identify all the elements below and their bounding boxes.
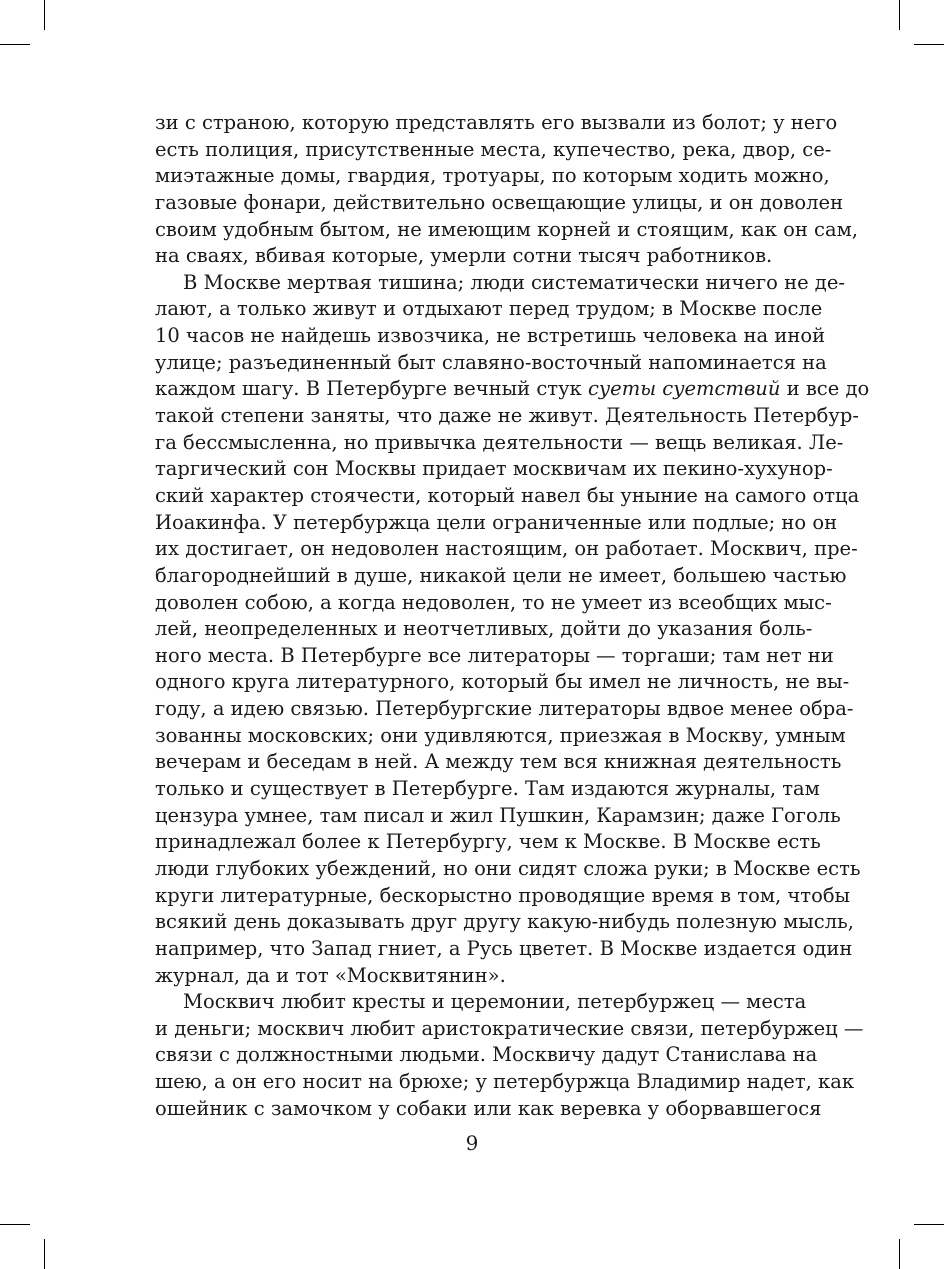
- text-run: их достигает, он недоволен настоящим, он работает. Москвич, пре-: [155, 537, 858, 561]
- text-line: [155, 350, 827, 377]
- text-run: есть полиция, присутственные места, купечество, река, двор, се-: [155, 137, 832, 161]
- crop-mark-top-left: [44, 0, 45, 30]
- text-line: [155, 563, 847, 590]
- text-run: га бессмысленна, но привычка деятельности — вещь великая. Ле-: [155, 430, 844, 454]
- text-line: [155, 643, 834, 670]
- text-run: журнал, да и тот «Москвитянин».: [155, 963, 506, 987]
- text-line: [155, 616, 813, 643]
- crop-mark-bottom-right: [899, 1239, 900, 1269]
- crop-mark-bottom-right: [914, 1224, 944, 1225]
- text-run: ного места. В Петербурге все литераторы — торгаши; там нет ни: [155, 643, 834, 667]
- text-line: [155, 669, 850, 696]
- text-line: [155, 483, 860, 510]
- text-run: улице; разъединенный быт славяно-восточный напоминается на: [155, 350, 827, 374]
- text-run: своим удобным бытом, не имеющим корней и стоящим, как он сам,: [155, 217, 858, 241]
- text-run: 10 часов не найдешь извозчика, не встретишь человека на иной: [155, 324, 826, 348]
- crop-mark-bottom-left: [44, 1239, 45, 1269]
- text-run: например, что Запад гниет, а Русь цветет. В Москве издается один: [155, 936, 853, 960]
- text-run: зи с страною, которую представлять его вызвали из болот; у него: [155, 111, 838, 134]
- crop-mark-bottom-left: [0, 1224, 30, 1225]
- text-run: связи с должностными людьми. Москвичу дадут Станислава на: [155, 1043, 818, 1067]
- text-run: Москвич любит кресты и церемонии, петербуржец — места: [183, 990, 807, 1014]
- text-line: [155, 243, 791, 270]
- text-line: [155, 510, 838, 537]
- text-line: [155, 456, 833, 483]
- text-line: [155, 163, 830, 190]
- text-line: [155, 536, 858, 563]
- text-line: [155, 590, 832, 617]
- text-line: [155, 323, 826, 350]
- text-line: [155, 963, 791, 990]
- text-line: [155, 1042, 818, 1069]
- text-run: цензура умнее, там писал и жил Пушкин, Карамзин; даже Гоголь: [155, 803, 841, 827]
- text-run: зованны московских; они удивляются, приезжая в Москву, умным: [155, 723, 846, 747]
- text-line: [155, 1016, 864, 1043]
- text-run: только и существует в Петербурге. Там издаются журналы, там: [155, 777, 820, 801]
- paragraph: [155, 270, 870, 989]
- body-text: [155, 110, 870, 1122]
- text-run: таргический сон Москвы придает москвичам их пекино-хухунор-: [155, 457, 833, 481]
- text-line: [155, 909, 854, 936]
- text-run: ошейник с замочком у собаки или как веревка у оборвавшегося: [155, 1096, 822, 1120]
- text-line: [155, 296, 823, 323]
- text-line: [155, 110, 838, 137]
- text-run: В Москве мертвая тишина; люди систематически ничего не де-: [183, 270, 845, 294]
- text-run: одного круга литературного, который бы имел не личность, не вы-: [155, 670, 850, 694]
- crop-mark-top-right: [899, 0, 900, 30]
- text-line: [155, 856, 861, 883]
- text-run: газовые фонари, действительно освещающие улицы, и он доволен: [155, 190, 844, 214]
- crop-mark-top-right: [914, 44, 944, 45]
- text-run: шею, а он его носит на брюхе; у петербуржца Владимир надет, как: [155, 1070, 855, 1094]
- text-line: [155, 749, 842, 776]
- text-run: всякий день доказывать друг другу какую-нибудь полезную мысль,: [155, 910, 854, 934]
- text-run: каждом шагу. В Петербурге вечный стук: [155, 377, 588, 401]
- text-line: [155, 989, 807, 1016]
- text-line: [155, 829, 821, 856]
- italic-phrase: суеты суетствий: [587, 377, 781, 401]
- text-line: [155, 696, 854, 723]
- text-run: вечерам и беседам в ней. А между тем вся книжная деятельность: [155, 750, 842, 774]
- text-run: круги литературные, бескорыстно проводящие время в том, чтобы: [155, 883, 851, 907]
- text-line: [155, 403, 859, 430]
- page-number: 9: [465, 1131, 479, 1155]
- text-run: миэтажные домы, гвардия, тротуары, по которым ходить можно,: [155, 164, 830, 188]
- text-line: [155, 270, 845, 297]
- text-line: [155, 776, 820, 803]
- text-line: [155, 803, 841, 830]
- text-line: [155, 723, 846, 750]
- text-line: [155, 883, 851, 910]
- text-line: [155, 1069, 855, 1096]
- text-line: [155, 190, 844, 217]
- text-run: Иоакинфа. У петербуржца цели ограниченные или подлые; но он: [155, 510, 838, 534]
- text-line: [155, 1096, 822, 1123]
- text-line: [155, 217, 858, 244]
- text-line: [155, 430, 844, 457]
- text-run: году, а идею связью. Петербургские литераторы вдвое менее обра-: [155, 697, 854, 721]
- text-run: принадлежал более к Петербургу, чем к Москве. В Москве есть: [155, 830, 821, 854]
- text-run: лей, неопределенных и неотчетливых, дойти до указания боль-: [155, 617, 813, 641]
- text-run: доволен собою, а когда недоволен, то не умеет из всеобщих мыс-: [155, 590, 832, 614]
- text-run: ский характер стоячести, который навел бы уныние на самого отца: [155, 483, 860, 507]
- text-line: [155, 376, 870, 403]
- text-run: люди глубоких убеждений, но они сидят сложа руки; в Москве есть: [155, 856, 861, 880]
- text-line: [155, 137, 832, 164]
- text-run: и все до: [780, 377, 870, 401]
- paragraph: [155, 110, 858, 270]
- text-line: [155, 936, 853, 963]
- text-run: и деньги; москвич любит аристократические связи, петербуржец —: [155, 1016, 864, 1040]
- text-run: лают, а только живут и отдыхают перед трудом; в Москве после: [155, 297, 823, 321]
- text-run: такой степени заняты, что даже не живут. Деятельность Петербур-: [155, 404, 859, 428]
- paragraph: [155, 989, 864, 1122]
- text-run: благороднейший в душе, никакой цели не имеет, большею частью: [155, 563, 847, 587]
- crop-mark-top-left: [0, 44, 30, 45]
- text-run: на сваях, вбивая которые, умерли сотни тысяч работников.: [155, 244, 773, 268]
